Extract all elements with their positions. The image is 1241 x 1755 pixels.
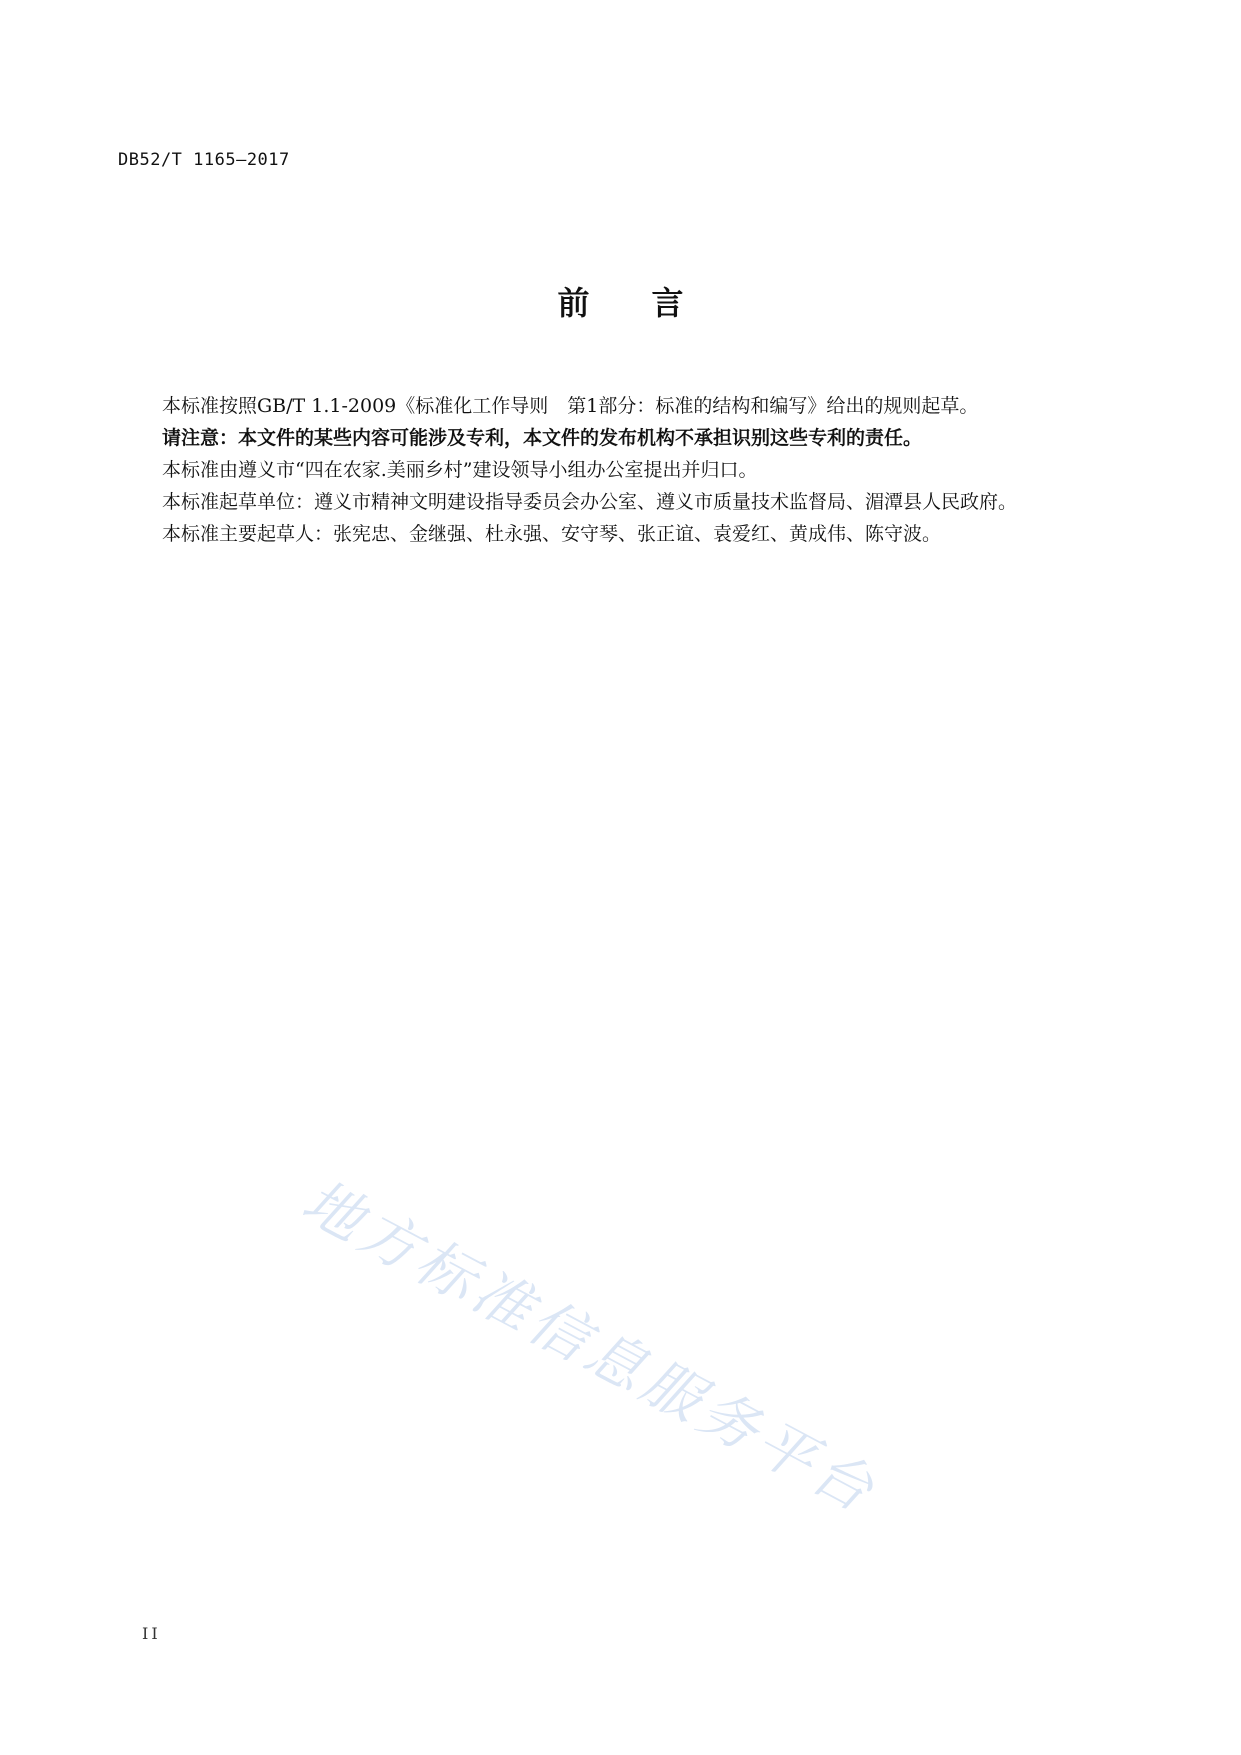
page-number: II: [142, 1624, 161, 1643]
paragraph-proposer: 本标准由遵义市“四在农家.美丽乡村”建设领导小组办公室提出并归口。: [162, 459, 758, 481]
watermark-text: 地方标准信息服务平台: [291, 1166, 889, 1527]
paragraph-drafting-rules: 本标准按照GB/T 1.1-2009《标准化工作导则 第1部分：标准的结构和编写》给出的规则起草。: [162, 395, 979, 417]
paragraph-drafters: 本标准主要起草人：张宪忠、金继强、杜永强、安守琴、张正谊、袁爱红、黄成伟、陈守波。: [162, 523, 942, 545]
paragraph-patent-notice: 请注意：本文件的某些内容可能涉及专利，本文件的发布机构不承担识别这些专利的责任。: [162, 427, 923, 449]
section-title: 前言: [557, 284, 746, 322]
paragraph-drafting-units: 本标准起草单位：遵义市精神文明建设指导委员会办公室、遵义市质量技术监督局、湄潭县人民政府。: [162, 491, 1018, 513]
foreword-body: [118, 390, 1118, 550]
standard-code: DB52/T 1165—2017: [118, 150, 290, 170]
